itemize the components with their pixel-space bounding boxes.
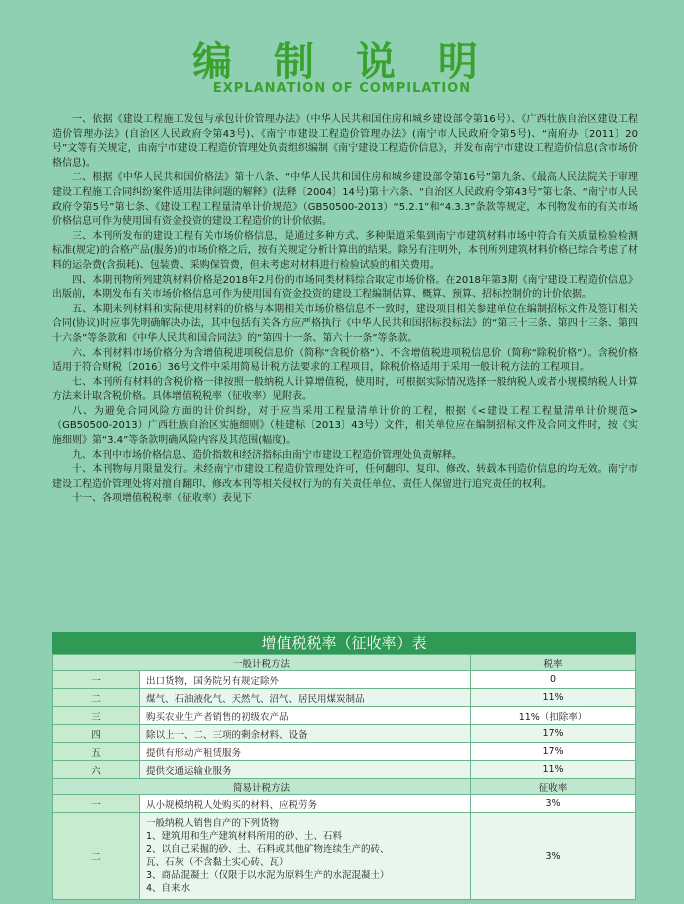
paragraph: 八、为避免合同风险方面的计价纠纷，对于应当采用工程量清单计价的工程，根据《<建设工程工程量清单计价规范>（GB50500-2013）广西壮族自治区实施细则》（桂建标〔2013〕43号）文件，相关单位应在编制招标文件及合同文件时，按《实施细则》第“3.4”等条款明确风险内容及其范围(幅度)。 [52, 405, 638, 447]
paragraph: 十、本刊物每月限量发行。未经南宁市建设工程造价管理处许可，任何翻印、复印、修改、转载本刊造价信息的均无效。南宁市建设工程造价管理处将对擅自翻印、修改本刊等相关侵权行为的有关责任单位、责任人保留进行追究责任的权利。 [52, 464, 638, 490]
table-row [53, 761, 636, 779]
paragraph: 九、本刊中市场价格信息、造价指数和经济指标由南宁市建设工程造价管理处负责解释。 [72, 449, 462, 461]
table-row [53, 671, 636, 689]
section-label: 简易计税方法 [53, 779, 471, 795]
table-row [53, 707, 636, 725]
section-header-general [53, 655, 636, 671]
row-item-list [140, 813, 471, 900]
row-item: 提供有形动产租赁服务 [140, 743, 471, 761]
rate-header: 征收率 [471, 779, 636, 795]
vat-rate-table [52, 632, 636, 900]
section-label: 一般计税方法 [53, 655, 471, 671]
row-item: 提供交通运输业服务 [140, 761, 471, 779]
paragraph: 一、依据《建设工程施工发包与承包计价管理办法》（中华人民共和国住房和城乡建设部令第16号）、《广西壮族自治区建设工程造价管理办法》(自治区人民政府令第43号)、《南宁市建设工程造价管理办法》(南宁市人民政府令第5号)、“南府办〔2011〕20号”文等有关规定，由南宁市建设工程造价管理处负责组织编制《南宁建设工程造价信息》，并发布南宁市建设工程造价信息(含市场价格信息)。 [52, 114, 638, 169]
row-number: 三 [53, 707, 140, 725]
row-number: 四 [53, 725, 140, 743]
table-row [53, 795, 636, 813]
list-item: 3、商品混凝土（仅限于以水泥为原料生产的水泥混凝土） [146, 870, 390, 881]
row-number: 一 [53, 795, 140, 813]
list-item: 2、以自己采掘的砂、土、石料或其他矿物连续生产的砖、 [146, 844, 390, 855]
row-number: 二 [53, 689, 140, 707]
table-title: 增值税税率（征收率）表 [52, 632, 636, 654]
row-rate: 17% [471, 725, 636, 743]
row-number: 二 [53, 813, 140, 900]
paragraph: 三、本刊所发布的建设工程有关市场价格信息，是通过多种方式、多种渠道采集到南宁市建筑材料市场中符合有关质量检验检测标准(规定)的合格产品(服务)的市场价格之后，按有关规定分析计算出的结果。除另有注明外，本刊所列建筑材料价格已综合考虑了材料的运杂费(含损耗)、包装费、采购保管费，但未考虑对材料进行检验试验的相关费用。 [52, 230, 638, 271]
explanation-body [52, 113, 638, 507]
row-rate: 11% [471, 689, 636, 707]
list-item: 1、建筑用和生产建筑材料所用的砂、土、石料 [146, 831, 343, 842]
row-rate: 3% [471, 795, 636, 813]
list-item: 瓦、石灰（不含黏土实心砖、瓦） [146, 857, 289, 868]
table-row [53, 813, 636, 900]
row-rate: 17% [471, 743, 636, 761]
row-item: 出口货物，国务院另有规定除外 [140, 671, 471, 689]
table-row [53, 743, 636, 761]
row-number: 六 [53, 761, 140, 779]
section-header-simple [53, 779, 636, 795]
list-item: 4、自来水 [146, 883, 191, 894]
row-rate: 11% [471, 761, 636, 779]
paragraph: 六、本刊材料市场价格分为含增值税进项税信息价（简称“含税价格”）、不含增值税进项税信息价（简称“除税价格”）。含税价格适用于符合财税〔2016〕36号文件中采用简易计税方法要求的工程项目，除税价格适用于采用一般计税方法的工程项目。 [52, 347, 638, 374]
rate-header: 税率 [471, 655, 636, 671]
table-row [53, 725, 636, 743]
list-item: 一般纳税人销售自产的下列货物 [146, 818, 280, 829]
row-item: 从小规模纳税人处购买的材料、应税劳务 [140, 795, 471, 813]
row-item: 购买农业生产者销售的初级农产品 [140, 707, 471, 725]
row-number: 五 [53, 743, 140, 761]
paragraph: 十一、各项增值税税率（征收率）表见下 [72, 493, 252, 505]
row-item: 除以上一、二、三项的剩余材料、设备 [140, 725, 471, 743]
paragraph: 五、本期未列材料和实际使用材料的价格与本期相关市场价格信息不一致时，建设项目相关参建单位在编制招标文件及签订相关合同(协议)时应事先明确解决办法，其中包括有关各方应严格执行《中华人民共和国招标投标法》的“第三十三条、第四十三条、第四十六条”等条款和《中华人民共和国合同法》的“第四十一条、第六十一条”等条款。 [52, 303, 638, 344]
page-title: 编 制 说 明 [192, 39, 492, 85]
row-rate: 3% [471, 813, 636, 900]
paragraph: 二、根据《中华人民共和国价格法》第十八条、“中华人民共和国住房和城乡建设部令第16号”第九条、《最高人民法院关于审理建设工程施工合同纠纷案件适用法律问题的解释》(法释〔2004〕14号)第十六条、“自治区人民政府令第43号”第七条、“南宁市人民政府令第5号”第七条、《建设工程工程量清单计价规范》（GB50500-2013）“5.2.1”和“4.3.3”条款等规定，本刊物发布的有关市场价格信息可作为使用国有资金投资的建设工程造价的计价依据。 [52, 172, 638, 228]
row-item: 煤气、石油液化气、天然气、沼气、居民用煤炭制品 [140, 689, 471, 707]
row-rate: 0 [471, 671, 636, 689]
paragraph: 四、本期刊物所列建筑材料价格是2018年2月份的市场同类材料综合取定市场价格。在2018年第3期《南宁建设工程造价信息》出版前，本期发布有关市场价格信息可作为使用国有资金投资的建设工程编制估算、概算、预算、招标控制价的计价依据。 [52, 274, 638, 301]
page-subtitle: EXPLANATION OF COMPILATION [212, 81, 472, 96]
row-number: 一 [53, 671, 140, 689]
paragraph: 七、本刊所有材料的含税价格一律按照一般纳税人计算增值税，使用时，可根据实际情况选择一般纳税人或者小规模纳税人计算方法来计取含税价格。具体增值税税率（征收率）见附表。 [52, 376, 638, 403]
row-rate: 11%（扣除率） [471, 707, 636, 725]
table-row [53, 689, 636, 707]
